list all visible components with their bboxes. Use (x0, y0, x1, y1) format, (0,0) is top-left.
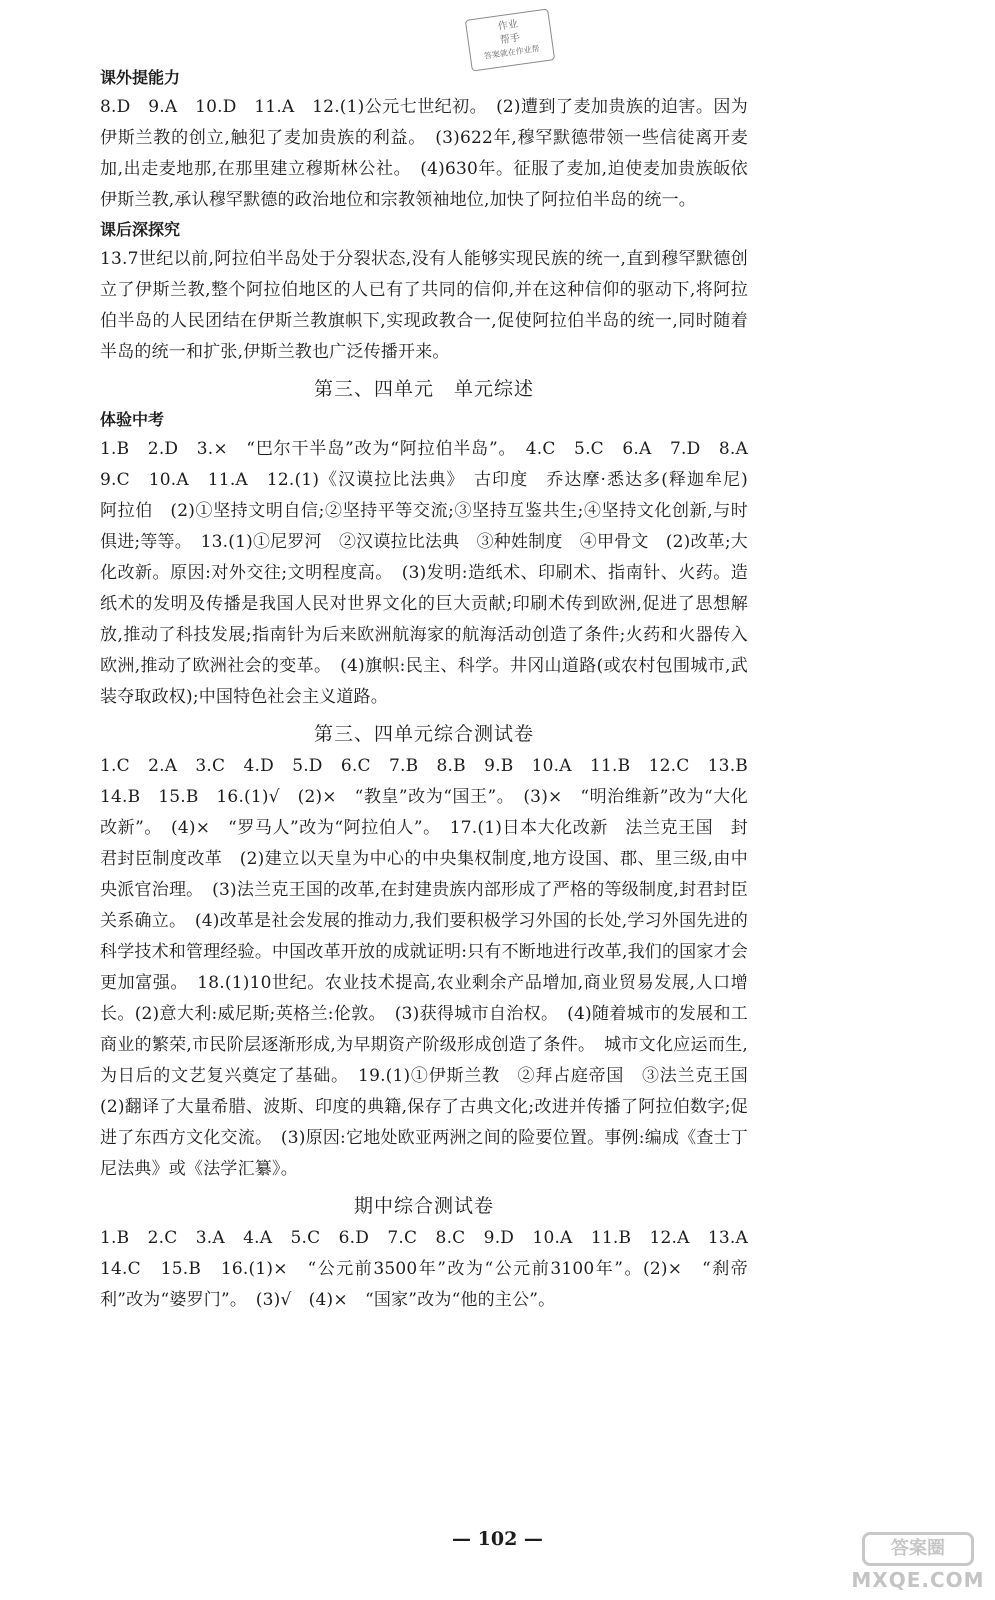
section-text: 1.B 2.D 3.× “巴尔干半岛”改为“阿拉伯半岛”。 4.C 5.C 6.A 7.D 8.A 9.C 10.A 11.A 12.(1)《汉谟拉比法典》 古印度 乔达摩·悉达多(释迦牟尼) 阿拉伯 (2)①坚持文明自信;②坚持平等交流;③坚持互鉴共生;④坚持文化创新,与时俱进;等等。 13.(1)①尼罗河 ②汉谟拉比法典 ③种姓制度 ④甲骨文 (2)改革;大化改新。原因:对外交往;文明程度高。 (3)发明:造纸术、印刷术、指南针、火药。造纸术的发明及传播是我国人民对世界文化的巨大贡献;印刷术传到欧洲,促进了思想解放,推动了科技发展;指南针为后来欧洲航海家的航海活动创造了条件;火药和火器传入欧洲,推动了欧洲社会的变革。 (4)旗帜:民主、科学。井冈山道路(或农村包围城市,武装夺取政权);中国特色社会主义道路。 (100, 439, 766, 707)
unit-title: 第三、四单元 单元综述 (313, 378, 534, 400)
section-heading: 课外提能力 (100, 68, 181, 87)
section-text: 1.B 2.C 3.A 4.A 5.C 6.D 7.C 8.C 9.D 10.A 11.B 12.A 13.A 14.C 15.B 16.(1)× “公元前3500年”改为“公元前3100年”。(2)× “刹帝利”改为“婆罗门”。 (3)√ (4)× “国家”改为“他的主公”。 (100, 1228, 766, 1310)
section-exam-experience (100, 406, 766, 713)
section-extracurricular (100, 64, 748, 216)
section-heading: 体验中考 (100, 410, 165, 429)
section-text: 8.D 9.A 10.D 11.A 12.(1)公元七世纪初。 (2)遭到了麦加贵族的迫害。因为伊斯兰教的创立,触犯了麦加贵族的利益。 (3)622年,穆罕默德带领一些信徒离开麦加,出走麦地那,在那里建立穆斯林公社。 (4)630年。征服了麦加,迫使麦加贵族皈依伊斯兰教,承认穆罕默德的政治地位和宗教领袖地位,加快了阿拉伯半岛的统一。 (100, 97, 748, 210)
section-text: 1.C 2.A 3.C 4.D 5.D 6.C 7.B 8.B 9.B 10.A 11.B 12.C 13.B 14.B 15.B 16.(1)√ (2)× “教皇”改为“国王”。 (3)× “明治维新”改为“大化改新”。 (4)× “罗马人”改为“阿拉伯人”。 17.(1)日本大化改新 法兰克王国 封君封臣制度改革 (2)建立以天皇为中心的中央集权制度,地方设国、郡、里三级,由中央派官治理。 (3)法兰克王国的改革,在封建贵族内部形成了严格的等级制度,封君封臣关系确立。 (4)改革是社会发展的推动力,我们要积极学习外国的长处,学习外国先进的科学技术和管理经验。中国改革开放的成就证明:只有不断地进行改革,我们的国家才会更加富强。 18.(1)10世纪。农业技术提高,农业剩余产品增加,商业贸易发展,人口增长。(2)意大利:威尼斯;英格兰:伦敦。 (3)获得城市自治权。 (4)随着城市的发展和工商业的繁荣,市民阶层逐渐形成,为早期资产阶级形成创造了条件。 城市文化应运而生,为日后的文艺复兴奠定了基础。 19.(1)①伊斯兰教 ②拜占庭帝国 ③法兰克王国 (2)翻译了大量希腊、波斯、印度的典籍,保存了古典文化;改进并传播了阿拉伯数字;促进了东西方文化交流。 (3)原因:它地处欧亚两洲之间的险要位置。事例:编成《查士丁尼法典》或《法学汇纂》。 (100, 756, 766, 1179)
section-heading: 课后深探究 (100, 220, 181, 239)
section-midterm-test (100, 1189, 766, 1316)
stamp-seal (465, 8, 555, 71)
stamp-line-2: 帮手 (499, 32, 521, 47)
section-deep-inquiry (100, 216, 748, 368)
stamp-line-3: 答案就在作业帮 (483, 44, 541, 61)
section-unit-test (100, 717, 766, 1185)
stamp-line-1: 作业 (497, 18, 519, 33)
answer-content (100, 64, 766, 1316)
watermark-badge: 答案圈 (862, 1532, 974, 1566)
test-title: 第三、四单元综合测试卷 (313, 723, 534, 745)
section-unit-review (100, 372, 748, 406)
watermark-url: MXQE.COM (851, 1568, 985, 1592)
test-title: 期中综合测试卷 (353, 1195, 494, 1217)
page-number: — 102 — (452, 1528, 543, 1550)
section-text: 13.7世纪以前,阿拉伯半岛处于分裂状态,没有人能够实现民族的统一,直到穆罕默德创立了伊斯兰教,整个阿拉伯地区的人已有了共同的信仰,并在这种信仰的驱动下,将阿拉伯半岛的人民团结在伊斯兰教旗帜下,实现政教合一,促使阿拉伯半岛的统一,同时随着半岛的统一和扩张,伊斯兰教也广泛传播开来。 (100, 249, 748, 362)
watermark-logo (848, 1532, 988, 1594)
